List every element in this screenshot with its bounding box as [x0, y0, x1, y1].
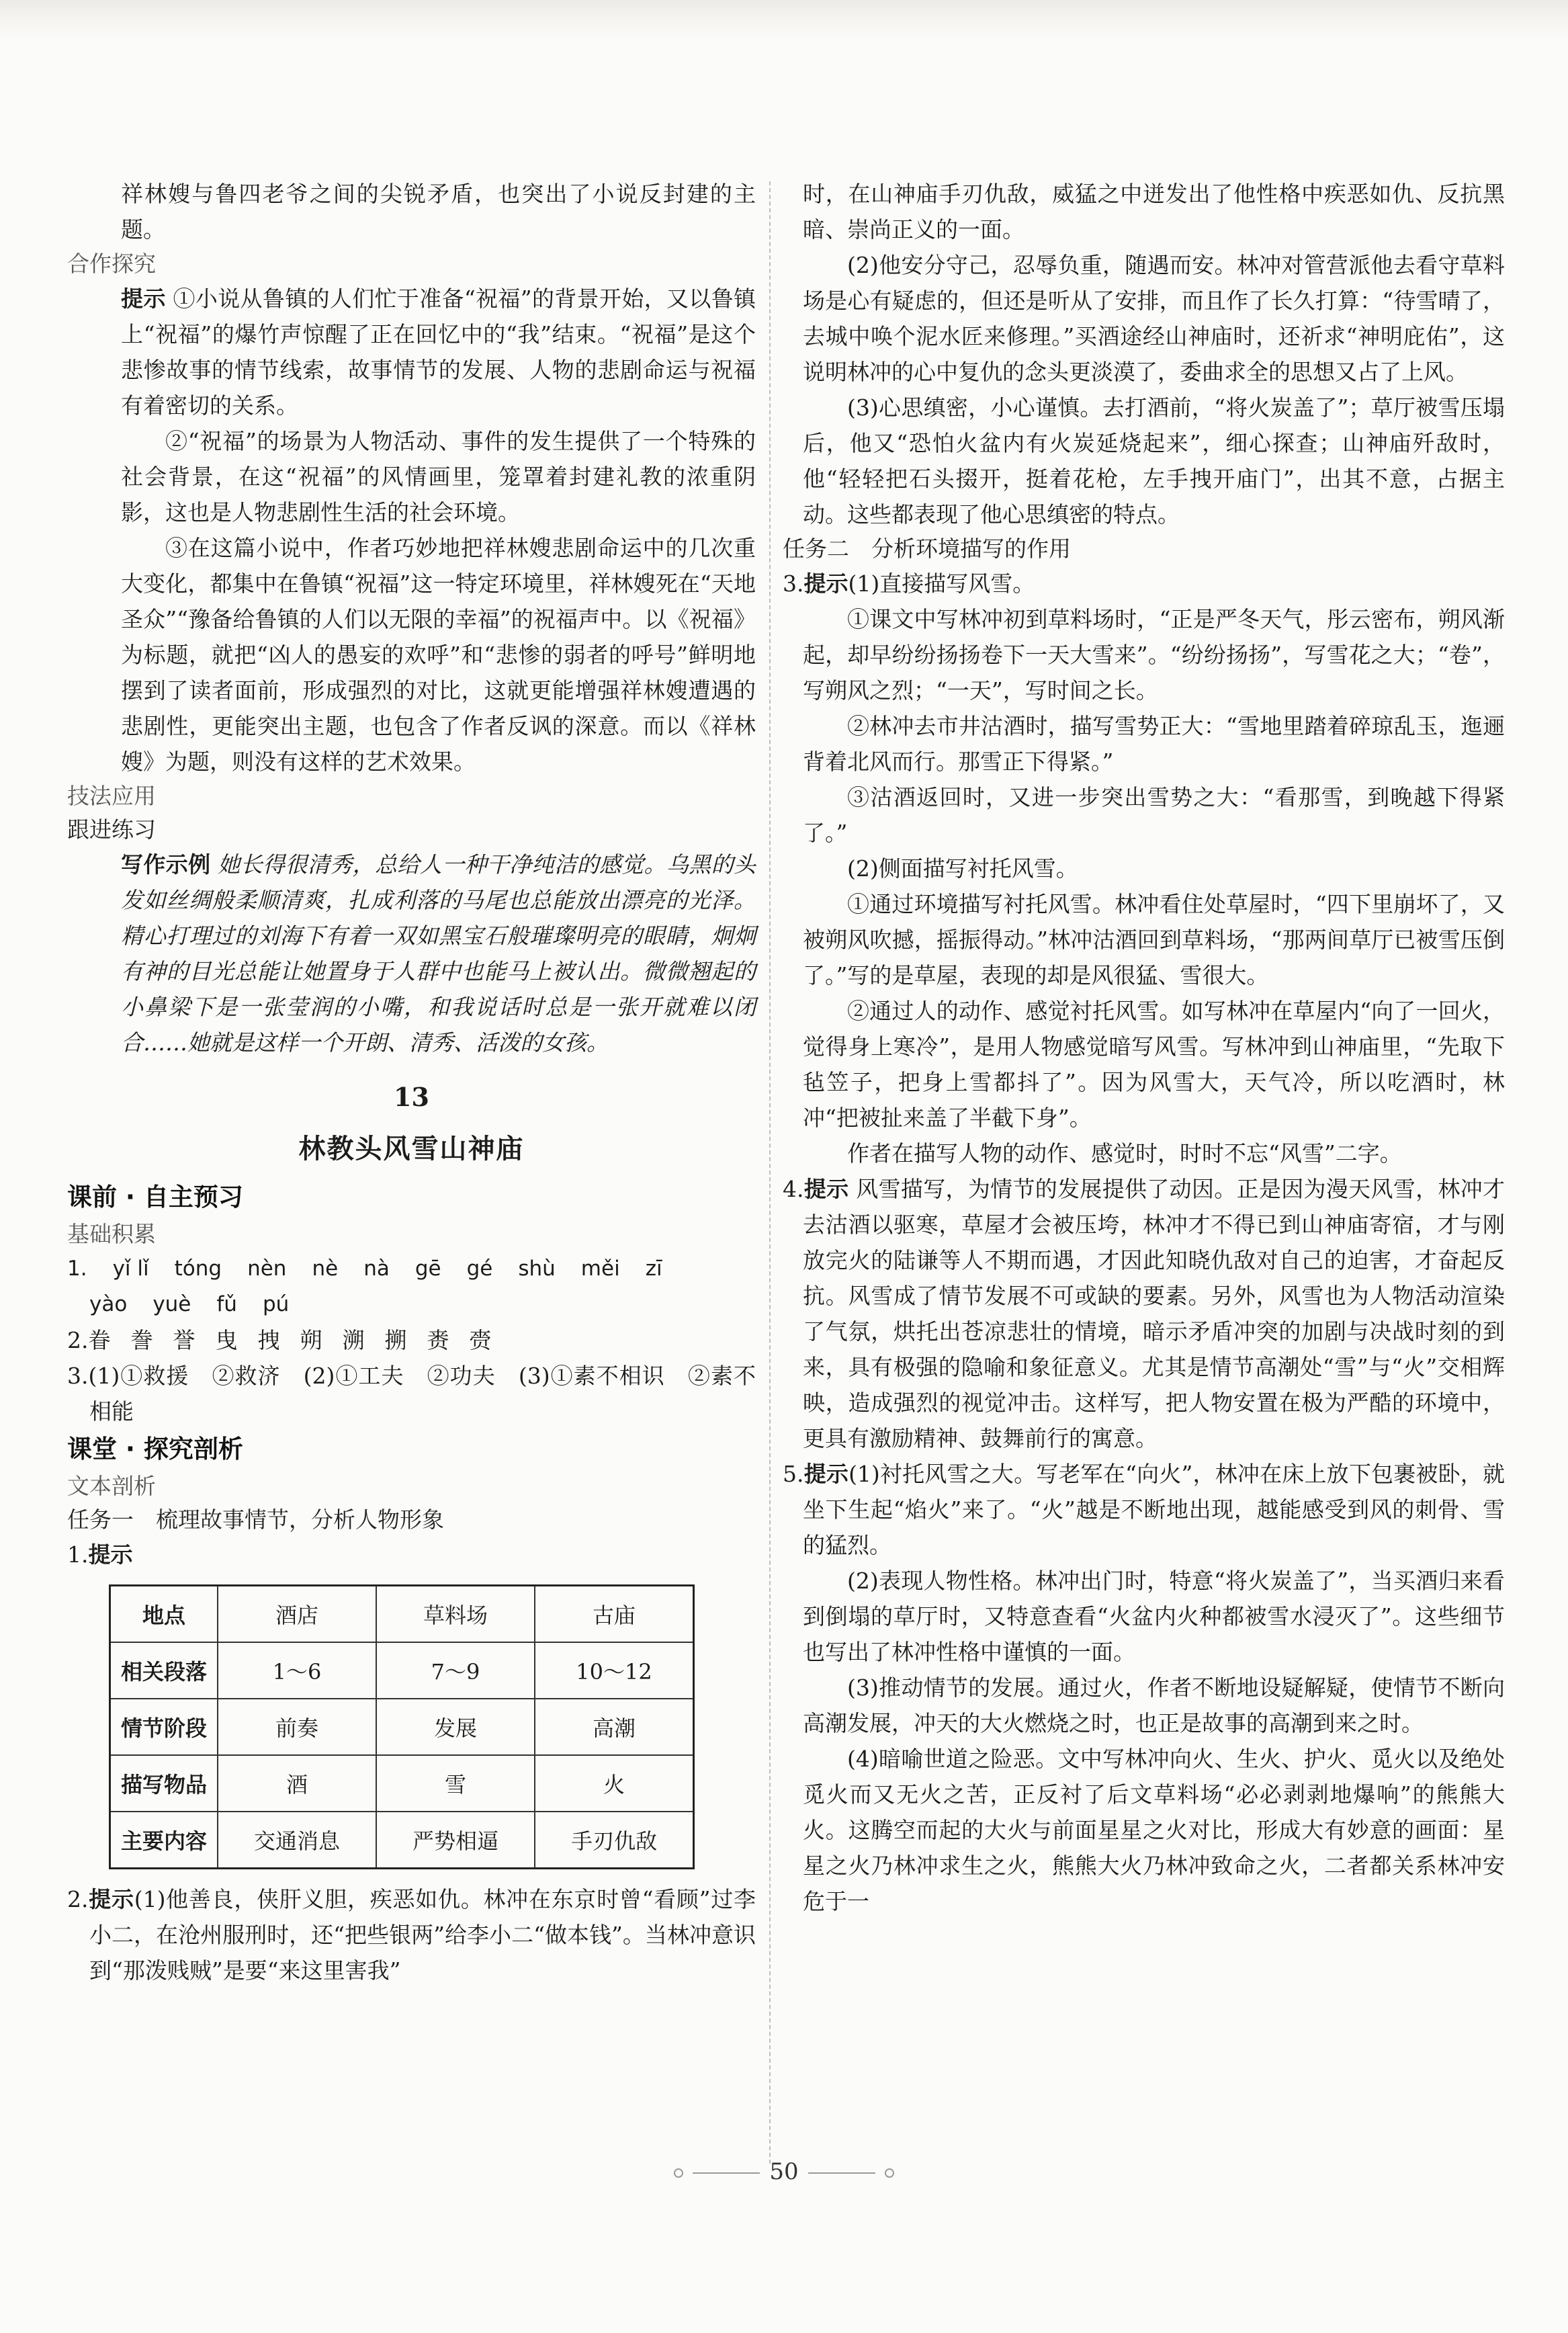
item-3-f: ①通过环境描写衬托风雪。林冲看住处草屋时，“四下里崩坏了，又被朔风吹撼，摇振得动。”林冲沽酒回到草料场，“那两间草厅已被雪压倒了。”写的是草屋，表现的却是风很猛、雪很大。: [803, 891, 1505, 988]
char-item: 溯: [342, 1327, 365, 1353]
lesson-title: 林教头风雪山神庙: [298, 1133, 525, 1164]
subsection-genjin-lianxi: 跟进练习: [67, 816, 156, 843]
table-cell: 描写物品: [110, 1755, 218, 1812]
hint-paragraph-3: ③在这篇小说中，作者巧妙地把祥林嫂悲剧命运中的几次重大变化，都集中在鲁镇“祝福”这一特定环境里，祥林嫂死在“天地圣众”“豫备给鲁镇的人们以无限的幸福”的祝福声中。以《祝福》为标题，就把“凶人的愚妄的欢呼”和“悲惨的弱者的呼号”鲜明地摆到了读者面前，形成强烈的对比，这就更能增强祥林嫂遭遇的悲剧性，更能突出主题，也包含了作者反讽的深意。而以《祥林嫂》为题，则没有这样的艺术效果。: [121, 535, 756, 775]
pinyin-item: yuè: [153, 1292, 191, 1316]
table-cell: 7～9: [376, 1642, 535, 1699]
page-number: 50: [769, 2158, 799, 2185]
item-4-label: 4.: [783, 1176, 804, 1202]
pinyin-item: yào: [89, 1292, 128, 1316]
table-cell: 交通消息: [218, 1812, 376, 1869]
table-cell: 手刃仇敌: [535, 1812, 694, 1869]
table-row: [110, 1699, 694, 1755]
right-continuation: 时，在山神庙手刃仇敌，威猛之中迸发出了他性格中疾恶如仇、反抗黑暗、崇尚正义的一面。: [803, 181, 1505, 243]
right-column: [783, 176, 1505, 1919]
pinyin-item: nà: [363, 1257, 390, 1281]
hint-label: 提示: [88, 1886, 134, 1912]
item-3-label: 3.: [783, 570, 804, 597]
table-row: [110, 1812, 694, 1869]
hint-label: 提示: [803, 1461, 849, 1487]
task-1-heading: 任务一 梳理故事情节，分析人物形象: [67, 1507, 444, 1533]
item-1-label: 1.: [67, 1541, 89, 1568]
item-5-label: 5.: [783, 1461, 804, 1487]
pinyin-item: fǔ: [216, 1292, 237, 1316]
item-3-h: 作者在描写人物的动作、感觉时，时时不忘“风雪”二字。: [847, 1140, 1402, 1166]
pinyin-label: 1.: [67, 1257, 87, 1281]
character-trait-3: (3)心思缜密，小心谨慎。去打酒前，“将火炭盖了”；草厅被雪压塌后，他又“恐怕火盆内有火炭延烧起来”，细心探查；山神庙歼敌时，他“轻轻把石头掇开，挺着花枪，左手拽开庙门”，出其不意，占据主动。这些都表现了他心思缜密的特点。: [803, 394, 1505, 527]
table-cell: 1～6: [218, 1642, 376, 1699]
char-item: 拽: [257, 1327, 280, 1353]
pinyin-item: shù: [518, 1257, 556, 1281]
table-header-row: [110, 1586, 694, 1643]
hint-label: 提示: [121, 286, 166, 312]
pinyin-answers: [67, 1251, 756, 1287]
item-5-b: (2)表现人物性格。林冲出门时，特意“将火炭盖了”，当买酒归来看到倒塌的草厅时，又特意查看“火盆内火种都被雪水浸灭了”。这些细节也写出了林冲性格中谨慎的一面。: [803, 1568, 1505, 1665]
char-item: 誉: [173, 1327, 195, 1353]
section-wenben-pouxi: 文本剖析: [67, 1473, 156, 1499]
hint-label: 提示: [803, 1176, 849, 1202]
pinyin-item: zī: [645, 1257, 662, 1281]
item-2-answer: [67, 1881, 756, 1988]
pinyin-item: pú: [262, 1292, 290, 1316]
item-4-answer: [783, 1171, 1505, 1456]
page-top-band: [0, 0, 1568, 40]
writing-example: [67, 847, 756, 1060]
item-5-answer: [783, 1456, 1505, 1563]
character-answers: [67, 1322, 756, 1358]
table-cell: 草料场: [376, 1586, 535, 1643]
lesson-number: 13: [394, 1082, 429, 1112]
char-item: 誊: [130, 1327, 153, 1353]
item-3-answers: 3.(1)①救援 ②救济 (2)①工夫 ②功夫 (3)①素不相识 ②素不相能: [67, 1363, 756, 1425]
char-item: 搠: [384, 1327, 407, 1353]
item-3-direct: (1)直接描写风雪。: [848, 570, 1035, 597]
table-cell: 酒: [218, 1755, 376, 1812]
table-row: [110, 1642, 694, 1699]
pinyin-answers-line2: [67, 1287, 756, 1322]
item-3-e: (2)侧面描写衬托风雪。: [847, 855, 1078, 882]
table-cell: 古庙: [535, 1586, 694, 1643]
item-1-hint: [67, 1537, 756, 1572]
pinyin-item: nèn: [247, 1257, 287, 1281]
char-item: 眷: [88, 1327, 111, 1353]
section-jifa-yingyong: 技法应用: [67, 783, 156, 809]
column-divider: [769, 181, 771, 2164]
table-cell: 雪: [376, 1755, 535, 1812]
pinyin-item: tóng: [174, 1257, 222, 1281]
page-footer: [0, 2158, 1568, 2185]
table-cell: 严势相逼: [376, 1812, 535, 1869]
footer-ornament-icon: [885, 2168, 894, 2178]
item-4-text: 风雪描写，为情节的发展提供了动因。正是因为漫天风雪，林冲才去沽酒以驱寒，草屋才会被压垮，林冲才不得已到山神庙寄宿，才与刚放完火的陆谦等人不期而遇，才因此知晓仇敌对自己的迫害，才奋起反抗。风雪成了情节发展不可或缺的要素。另外，风雪也为人物活动渲染了气氛，烘托出苍凉悲壮的情境，暗示矛盾冲突的加剧与决战时刻的到来，具有极强的隐喻和象征意义。尤其是情节高潮处“雪”与“火”交相辉映，造成强烈的视觉冲击。这样写，把人物安置在极为严酷的环境中，更具有激励精神、鼓舞前行的寓意。: [803, 1176, 1505, 1451]
item-2-label: 2.: [67, 1886, 89, 1912]
left-column: [67, 176, 756, 1988]
char-item: 赉: [427, 1327, 449, 1353]
hint-paragraph-2: ②“祝福”的场景为人物活动、事件的发生提供了一个特殊的社会背景，在这“祝福”的风情画里，笼罩着封建礼教的浓重阴影，这也是人物悲剧性生活的社会环境。: [121, 428, 756, 525]
item-3-hint: [783, 566, 1505, 601]
hint-paragraph-1: [67, 281, 756, 423]
table-cell: 主要内容: [110, 1812, 218, 1869]
char-item: 赍: [469, 1327, 492, 1353]
table-cell: 火: [535, 1755, 694, 1812]
heading-kqian: 课前 · 自主预习: [67, 1183, 243, 1212]
heading-ktang: 课堂 · 探究剖析: [67, 1435, 243, 1464]
item-3-g: ②通过人的动作、感觉衬托风雪。如写林冲在草屋内“向了一回火，觉得身上寒冷”，是用人物感觉暗写风雪。写林冲到山神庙里，“先取下毡笠子，把身上雪都抖了”。因为风雪大，天气冷，所以吃酒时，林冲“把被扯来盖了半截下身”。: [803, 998, 1505, 1131]
pinyin-item: nè: [312, 1257, 339, 1281]
table-cell: 高潮: [535, 1699, 694, 1755]
table-cell: 酒店: [218, 1586, 376, 1643]
pinyin-item: gé: [466, 1257, 493, 1281]
pinyin-item: yǐ lǐ: [112, 1257, 149, 1281]
char-item: 曳: [215, 1327, 238, 1353]
characters-label: 2.: [67, 1327, 89, 1353]
table-cell: 前奏: [218, 1699, 376, 1755]
table-row: [110, 1755, 694, 1812]
plot-table: [109, 1584, 695, 1869]
table-cell: 相关段落: [110, 1642, 218, 1699]
item-2-text: (1)他善良，侠肝义胆，疾恶如仇。林冲在东京时曾“看顾”过李小二，在沧州服刑时，还“把些银两”给李小二“做本钱”。当林冲意识到“那泼贱贼”是要“来这里害我”: [89, 1886, 756, 1984]
task-2-heading: 任务二 分析环境描写的作用: [783, 536, 1071, 562]
hint-text-1: ①小说从鲁镇的人们忙于准备“祝福”的背景开始，又以鲁镇上“祝福”的爆竹声惊醒了正在回忆中的“我”结束。“祝福”是这个悲惨故事的情节线索，故事情节的发展、人物的悲剧命运与祝福有着密切的关系。: [121, 286, 756, 419]
pinyin-item: měi: [580, 1257, 620, 1281]
item-5-d: (4)暗喻世道之险恶。文中写林冲向火、生火、护火、觅火以及绝处觅火而又无火之苦，正反衬了后文草料场“必必剥剥地爆响”的熊熊大火。这腾空而起的大火与前面星星之火对比，形成大有妙意的画面：星星之火乃林冲求生之火，熊熊大火乃林冲致命之火，二者都关系林冲安危于一: [803, 1746, 1505, 1914]
hint-label: 提示: [88, 1541, 133, 1568]
hint-label: 提示: [803, 570, 848, 597]
table-cell: 10～12: [535, 1642, 694, 1699]
item-5-c: (3)推动情节的发展。通过火，作者不断地设疑解疑，使情节不断向高潮发展，冲天的大火燃烧之时，也正是故事的高潮到来之时。: [803, 1674, 1505, 1736]
table-cell: 发展: [376, 1699, 535, 1755]
intro-paragraph: 祥林嫂与鲁四老爷之间的尖锐矛盾，也突出了小说反封建的主题。: [121, 181, 756, 243]
section-jichu-jilei: 基础积累: [67, 1221, 156, 1247]
item-3-c: ②林冲去市井沽酒时，描写雪势正大：“雪地里踏着碎琼乱玉，迤逦背着北风而行。那雪正下得紧。”: [803, 713, 1505, 775]
pinyin-item: gē: [415, 1257, 441, 1281]
item-3-b: ①课文中写林冲初到草料场时，“正是严冬天气，彤云密布，朔风渐起，却早纷纷扬扬卷下一天大雪来”。“纷纷扬扬”，写雪花之大；“卷”，写朔风之烈；“一天”，写时间之长。: [803, 606, 1505, 704]
item-3-d: ③沽酒返回时，又进一步突出雪势之大：“看那雪，到晚越下得紧了。”: [803, 784, 1505, 846]
character-trait-2: (2)他安分守己，忍辱负重，随遇而安。林冲对管营派他去看守草料场是心有疑虑的，但还是听从了安排，而且作了长久打算：“待雪晴了，去城中唤个泥水匠来修理。”买酒途经山神庙时，还祈求“神明庇佑”，这说明林冲的心中复仇的念头更淡漠了，委曲求全的思想又占了上风。: [803, 252, 1505, 385]
footer-rule-left: [693, 2172, 760, 2174]
item-5-a: (1)衬托风雪之大。写老军在“向火”，林冲在床上放下包裹被卧，就坐下生起“焰火”来了。“火”越是不断地出现，越能感受到风的刺骨、雪的猛烈。: [803, 1461, 1505, 1558]
footer-rule-right: [808, 2172, 875, 2174]
writing-example-label: 写作示例: [121, 851, 211, 878]
writing-example-text: 她长得很清秀，总给人一种干净纯洁的感觉。乌黑的头发如丝绸般柔顺清爽，扎成利落的马尾也总能放出漂亮的光泽。精心打理过的刘海下有着一双如黑宝石般璀璨明亮的眼睛，炯炯有神的目光总能让她置身于人群中也能马上被认出。微微翘起的小鼻梁下是一张莹润的小嘴，和我说话时总是一张开就难以闭合……她就是这样一个开朗、清秀、活泼的女孩。: [121, 851, 756, 1056]
table-cell: 情节阶段: [110, 1699, 218, 1755]
section-hezuo-tanjiu: 合作探究: [67, 251, 156, 277]
footer-ornament-icon: [674, 2168, 683, 2178]
char-item: 朔: [300, 1327, 322, 1353]
table-cell: 地点: [110, 1586, 218, 1643]
